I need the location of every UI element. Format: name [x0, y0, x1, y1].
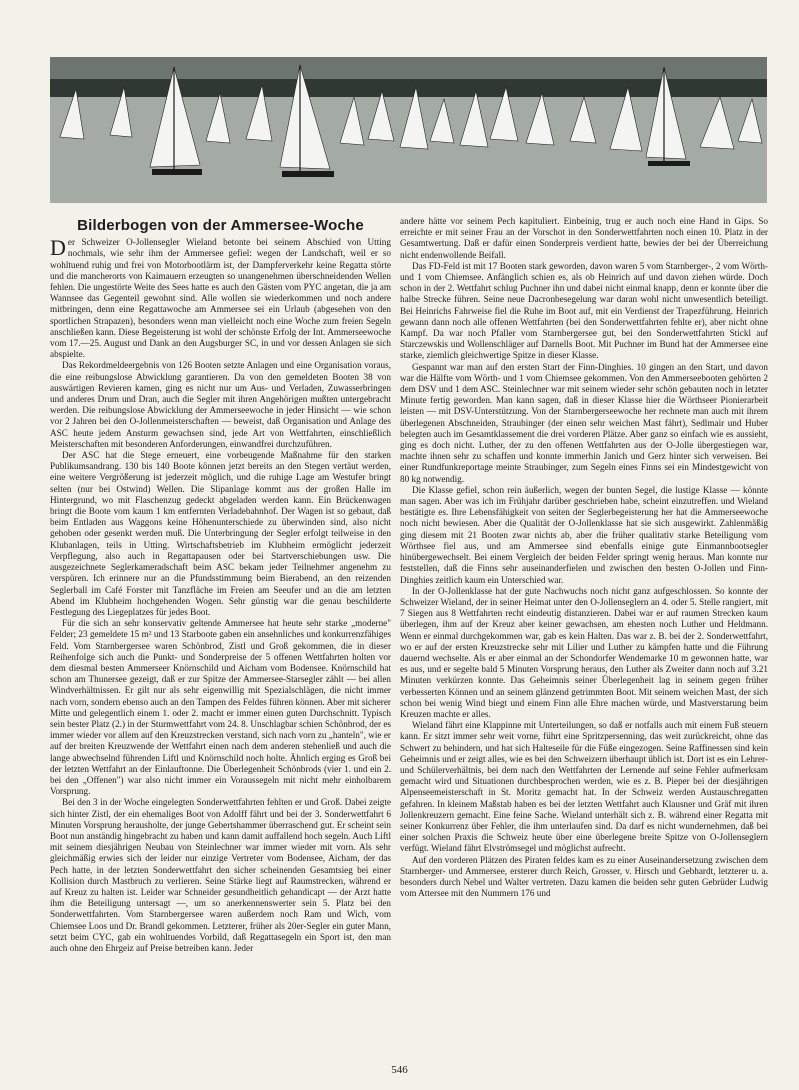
- article-paragraph: Für die sich an sehr konservativ geltende Ammersee hat heute sehr starke „moderne" Felder; 23 gemeldete 15 m² und 13 Starboote gaben ein ansehnliches und konkurrenzfähiges Feld. Vom Starnbergersee waren Schönbrod, Zistl und Groß gekommen, die in dieser Reihenfolge sich auch die Punkt- und Sonderpreise der 5 offenen Wettfahrten holten vor dem diesmal besten Ammerseer Knörnschild und Aicham vom Bodensee. Knörnschild hat schon am Thunersee gezeigt, daß er zur Spitze der Ammersee-Starsegler zählt — bei allen Windverhältnissen. Er gilt nur als sehr eigenwillig mit Spezialschlägen, die nicht immer nach vorn, sondern ebenso auch an den Tampen des Feldes führen können. Aber mit sicherer Mitte und gelegentlich einem 1. oder 2. macht er immer einen guten Durchschnitt. Typisch sein bester Platz (2.) in der Sturmwettfahrt vom 24. 8. Unschlagbar schien Schönbrod, der es immer wieder vor allem auf den Kreuzstrecken verstand, sich nach vorn zu „hanteln", wie er auf der breiten Kreuzwende der Wettfahrt einen nach dem anderen stehenließ und auch die lange abwechselnd führenden Liftl und Knörnschild noch holte. Ähnlich erging es Groß bei der letzten Wettfahrt an der Einlauftonne. Die Überlegenheit Schönbrods (vier 1. und ein 2. bei den „Offenen") war also nicht immer ein Voraussegeln mit nicht mehr einholbarem Vorsprung.: [50, 618, 391, 797]
- article-paragraph: Bei den 3 in der Woche eingelegten Sonderwettfahrten fehlten er und Groß. Dabei zeigte sich hinter Zistl, der ein ehemaliges Boot von Adolff fährt und bei der 3. Sonderwettfahrt 6 Minuten Vorsprung herausholte, der junge Gebertshammer überraschend gut. Er scheint sein Boot nun anständig hingebracht zu haben und kann damit auffallend hoch segeln. Auch Liftl mit seinem diesjährigen Neubau von Steinlechner war immer wieder mit vorn. Als sehr gleichmäßig erwies sich der leider nur einzige Vertreter vom Bodensee, Aicham, der das Pech hatte, in der letzten Sonderwettfahrt den sicher scheinenden Gesamtsieg bei einer Kollision durch Mastbruch zu verlieren. Seine Stärke liegt auf Raumstrecken, während er auf Kreuz zu halten ist. Leider war Schneider gesundheitlich gehandicapt — der Arzt hatte ihm die Beteiligung untersagt —, um so anerkennenswerter sein 5. Platz bei den Sonderwettfahrten. Vom Starnbergersee waren außerdem noch Ram und Wich, vom Chiemsee Loos und Dr. Brandl gekommen. Letzterer, früher als 20er-Segler ein guter Mann, setzt beim CYC, gab ein wohltuendes Vorbild, daß Regattasegeln ein Sport ist, den man auch ohne den Ehrgeiz auf Preise betreiben kann. Jeder: [50, 797, 391, 953]
- article-paragraph: In der O-Jollenklasse hat der gute Nachwuchs noch nicht ganz aufgeschlossen. So konnte der Schweizer Wieland, der in seiner Heimat unter den O-Jollenseglern an 4. oder 5. Stelle rangiert, mit 7 Siegen aus 8 Wettfahrten recht eindeutig distanzieren. Dabei war er auf raumen Strecken kaum überlegen, ihm auf der Kreuz aber keiner gewachsen, am ehesten noch Luther und Heldmann. Wenn er einmal durchgekommen war, gab es kein Halten. Das war z. B. bei der 2. Sonderwettfahrt, wo er auf der ersten Kreuzstrecke sehr mit Lilier und Luther zu kämpfen hatte und die Führung dauernd wechselte. Als er aber einmal an der Schondorfer Wendemarke 10 m gewonnen hatte, war es aus, und er segelte bald 5 Minuten Vorsprung heraus, den Luther als Zweiter dann noch auf 3.21 Minuten verkürzen konnte. Das Geheimnis seiner Überlegenheit lag in seinem gegen früher verbesserten Können und an seinem glänzend getrimmten Boot. Mit seinem weichen Mast, der sich schon bei wenig Wind biegt und einem Finn alle Ehre machen würde, und Mastverstarung beim Kreuzen machte er alles.: [400, 585, 768, 719]
- article-right-column: [400, 216, 768, 899]
- article-paragraph: Das Rekordmeldeergebnis von 126 Booten setzte Anlagen und eine Organisation voraus, die eine reibungslose Abwicklung garantieren. Da von den gemeldeten Booten 38 von auswärtigen Revieren kamen, ging es nicht nur um Aus- und Verladen, Zuwasserbringen und anderes Drum und Dran, auch die Segler mit ihren Angehörigen mußten untergebracht werden. Die reibungslose Abwicklung der Ammerseewoche in jeder Hinsicht — wie schon vor 2 Jahren bei den O-Jollenmeisterschaften — beweist, daß Organisation und Anlage des ASC heute jedem Ansturm gewachsen sind, jede Art von Wettfahrten, einschließlich Meisterschaften mit besonderen Anforderungen, einwandfrei durchzuführen.: [50, 360, 391, 449]
- article-paragraph: Das FD-Feld ist mit 17 Booten stark geworden, davon waren 5 vom Starnberger-, 2 vom Wörth- und 1 vom Chiemsee. Anfänglich schien es, als ob Heinrich auf und davon ziehen würde. Doch schon in der 2. Wettfahrt schlug Puchner ihn und dabei nicht einmal knapp, denn er konnte über die halbe Strecke führen. Seine neue Dacronbesegelung war daran wohl nicht unwesentlich beteiligt. Bei Heinrichs Fahrweise fiel die Ruhe im Boot auf, mit ein Verdienst der Trapezführung. Heinrich gewann dann noch alle offenen Wettfahrten (bei den Sonderwettfahrten fehlte er), aber nicht ohne Kampf. Da war noch Pfaller vom Starnbergersee gut, bei den Sonderwettfahrten Stickl auf Starczewskis und Wollenschläger auf Darnells Boot. Mit Puchner im Bund hat der Ammersee eine starke, ziemlich gleichwertige Spitze in dieser Klasse.: [400, 260, 768, 361]
- page-number: 546: [391, 1064, 408, 1076]
- sailboats-illustration: [50, 57, 767, 203]
- article-paragraph: Auf den vorderen Plätzen des Piraten feldes kam es zu einer Auseinandersetzung zwischen dem Starnberger- und Ammersee, ersterer durch Reich, Grosser, v. Hirsch und Gebhardt, letzterer u. a. besonders durch Nebel und Walter vertreten. Dazu kamen die beiden sehr guten Gebrüder Ludwig vom Attersee mit den Nummern 176 und: [400, 854, 768, 899]
- article-left-column: [50, 218, 391, 954]
- article-paragraph: Wieland fährt eine Klappinne mit Unterteilungen, so daß er notfalls auch mit einem Fuß steuern kann. Er sitzt immer sehr weit vorne, führt eine Spritzpersenning, das weit zurückreicht, ohne das Schwert zu behindern, und hat sich Halteseile für die Füße eingezogen. Seine Raffinessen sind kein Geheimnis und er zeigt alles, wie es bei den Schweizern überhaupt üblich ist. Dort ist es ein Lehrer- und Schülerverhältnis, bei dem nach den Wettfahrten der Lernende auf seine Fehler aufmerksam gemacht wird und Situationen durchbesprochen werden, wie es z. B. Pieper bei der diesjährigen Alpenseemeisterschaft in St. Moritz gemacht hat. In der Schweiz werden Austauschregatten gefahren. In kleinem Maßstab haben es bei der letzten Wettfahrt auch Klausner und Gräf mit ihren Jollenkreuzern gemacht. Eine feine Sache. Wieland unterhält sich z. B. während einer Regatta mit seiner Konkurrenz über Fehler, die ihm unterlaufen sind. Da darf es nicht wundernehmen, daß bei einer solchen Praxis die Schweiz heute über eine überlegene breite Spitze von O-Jollenseglern verfügt. Wieland fährt Elvströmsegel und möglichst aufrecht.: [400, 720, 768, 854]
- article-paragraph: Gespannt war man auf den ersten Start der Finn-Dinghies. 10 gingen an den Start, und davon war die Hälfte vom Wörth- und 1 vom Chiemsee gekommen. Von den Ammerseebooten gehörten 2 dem DSV und 1 dem ASC. Steinlechner war mit seinem wieder sehr schön gebauten noch in letzter Minute fertig geworden. Man kann sagen, daß in dieser Klasse hier die Wörthseer Pionierarbeit leisten — mit DSV-Unterstützung. Von der Starnbergerseewoche her rechnete man auch mit ihrem überlegenen Abschneiden, Straubinger (der einen sehr weichen Mast fährt), Sedlmair und Huber belegten auch im Gesamtklassement die drei vorderen Plätze. Aber ganz so einfach wie es aussieht, ging es doch nicht. Luther, der zu den offenen Wettfahrten aus der O-Jolle übergestiegen war, machte ihnen sehr zu schaffen und konnte immerhin Janich und Gerz hinter sich verweisen. Bei einer Rundfunkreportage meinte Straubinger, zum Segeln eines Finns sei ein Mindestgewicht von 80 kg notwendig.: [400, 361, 768, 484]
- article-paragraph: andere hätte vor seinem Pech kapituliert. Einbeinig, trug er auch noch eine Hand in Gips. So erreichte er mit seiner Frau an der Vorschot in den Sonderwettfahrten noch einen 10. Platz in der Gesamtwertung. Daß er dafür einen Sonderpreis verdient hatte, bewies der bei der Überreichung nicht endenwollende Beifall.: [400, 216, 768, 260]
- article-title: Bilderbogen von der Ammersee-Woche: [77, 217, 364, 234]
- article-paragraph: Der Schweizer O-Jollensegler Wieland betonte bei seinem Abschied von Utting nochmals, wie sehr ihm der Ammersee gefiel: wegen der Landschaft, weil er so wohltuend ruhig und frei von Motorbootlärm ist, der Dampferverkehr keine Regatta störte und die mancherorts von Kaimauern erzeugten so unangenehmen überschneidenden Wellen fehlen. Die ungestörte Weite des Sees hatte es auch den Gästen vom PYC angetan, die ja am Wannsee das Gegenteil gewohnt sind. Alle wollen sie wiederkommen und noch andere mitbringen, denn eine Regattawoche am Ammersee sei ein Urlaub (abgesehen von den sportlichen Strapazen), besonders wenn man vielleicht noch eine Woche zum freien Segeln anschließen kann. Diese Begeisterung ist wohl der schönste Erfolg der Int. Ammerseewoche vom 17.—25. August und Dank an den Augsburger SC, in und vor dessen Anlagen sie sich abspielte.: [50, 235, 391, 360]
- article-paragraph: Der ASC hat die Stege erneuert, eine vorbeugende Maßnahme für den starken Publikumsandrang. 130 bis 140 Boote können jetzt bereits an den Stegen vertäut werden, eine weitere Vergrößerung ist jederzeit möglich, und die ruhige Lage am Westufer bringt selten (nur bei Ostwind) Wellen. Die Slipanlage kommt aus der großen Halle im Hintergrund, wo mit Flaschenzug gedeckt abgeladen werden kann. Ein Brückenwagen bringt die Boote vom kaum 1 km entfernten Verladebahnhof. Der Wagen ist so gebaut, daß beim Entladen aus Waggons keine Höhenunterschiede zu überwinden sind, also nicht gehoben oder gesenkt werden muß. Die Unterbringung der Segler erfolgt teilweise in den Klubanlagen, teils in Utting. Wirtschaftsbetrieb im Klubheim ermöglicht jederzeit Verpflegung, also auch in Regattapausen oder bei Startverschiebungen usw. Die ausgezeichnete Seglerkameradschaft beim ASC bekam jeder Teilnehmer angenehm zu verspüren. Ich erinnere nur an die Pfundsstimmung beim Bierabend, an den reizenden Seglerball im Café Forster mit Tanzfläche im Freien am Seeufer und an die am letzten Abend im Klubheim hochgehenden Wogen. Sehr günstig war die genau beschilderte Festlegung des Liegeplatzes für jedes Boot.: [50, 450, 391, 617]
- article-paragraph: Die Klasse gefiel, schon rein äußerlich, wegen der bunten Segel, die lustige Klasse — könnte man sagen. Aber was ich im Frühjahr darüber geschrieben habe, scheint einzutreffen. und Wieland bestätigte es. Ihre Lebensfähigkeit von seiten der Seglerbegeisterung her hat die Ammerseewoche noch nicht bewiesen. Aber die Qualität der O-Jollenklasse hat sie sich ausgewirkt. Zahlenmäßig ging diesem mit 21 Booten zwar nichts ab, aber die früher qualitativ starke Beteiligung vom Wörthsee fiel aus, und am Ammersee sind ebenfalls einige gute Einmannbootsegler hinübergewechselt. Bei einem Vergleich der beiden Felder springt wenig heraus. Man konnte nur feststellen, daß die Finns sehr auseinanderfielen und zwischen den besten O-Jollen und Finn-Dinghies zeitlich kaum ein Unterschied war.: [400, 484, 768, 585]
- regatta-photo: [50, 57, 767, 203]
